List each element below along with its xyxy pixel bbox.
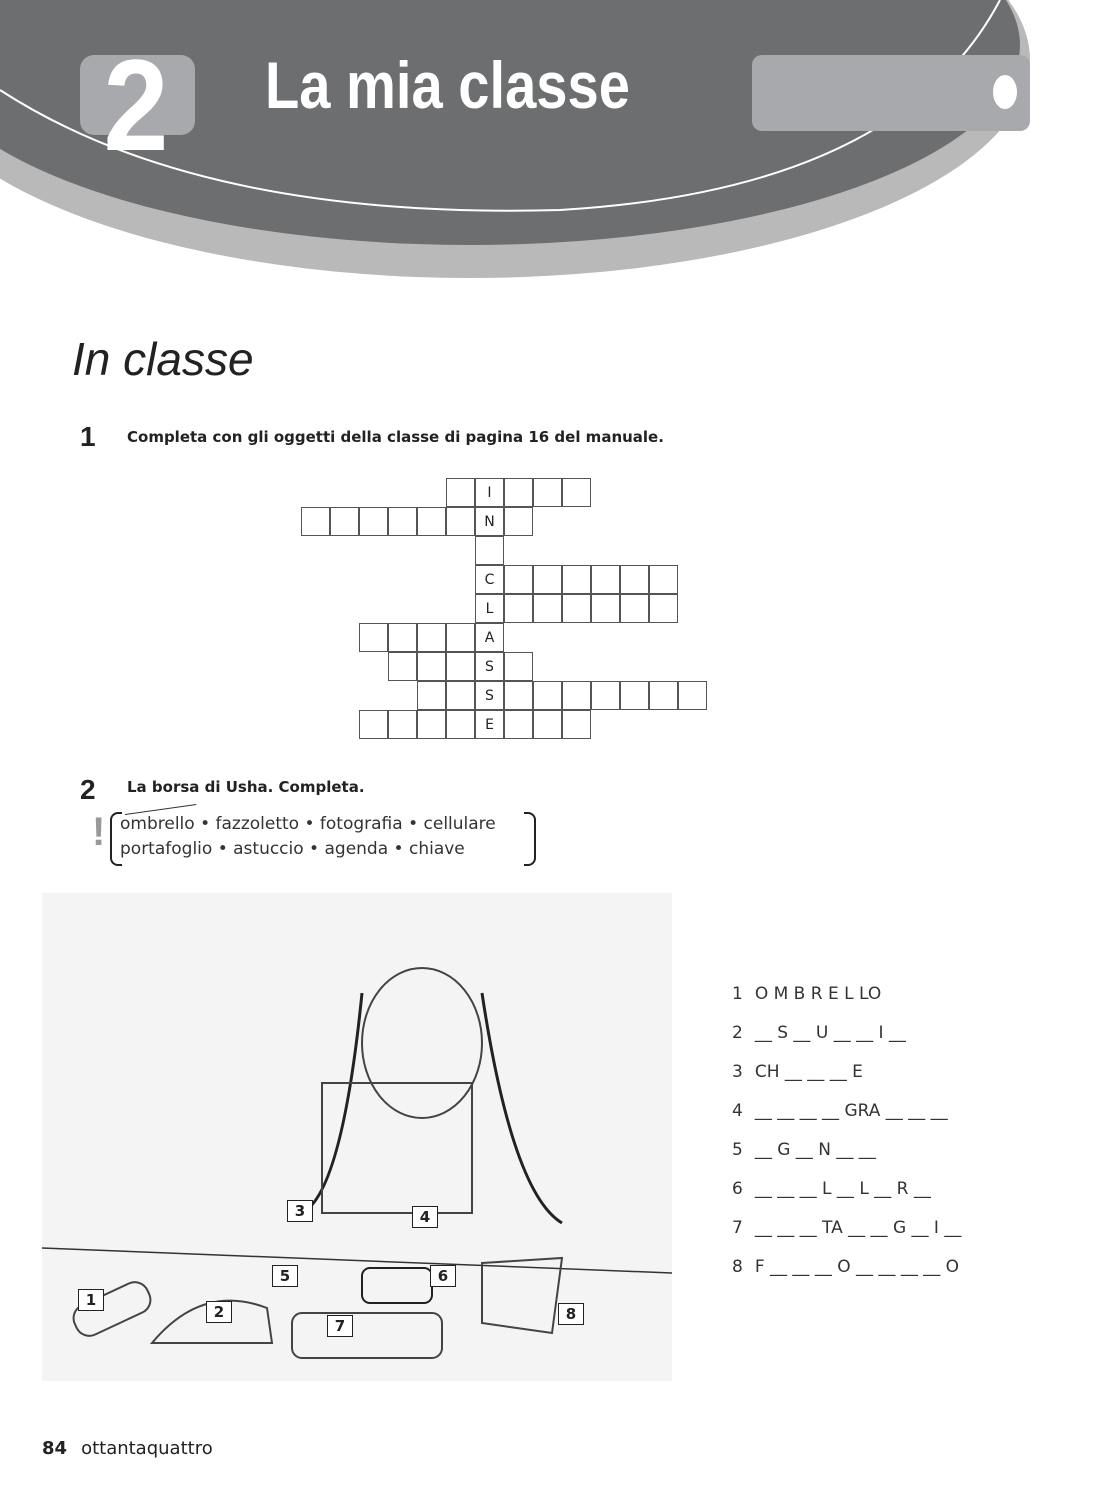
answer-blanks[interactable]: CH __ __ __ E [754,1062,863,1082]
bracket-left [110,812,122,866]
crossword-cell[interactable] [504,594,533,623]
crossword-cell[interactable] [417,507,446,536]
crossword-cell[interactable] [649,681,678,710]
exercise-1-number: 1 [80,421,96,452]
crossword-cell[interactable] [504,710,533,739]
exercise-2-number: 2 [80,774,96,805]
crossword-cell[interactable] [591,594,620,623]
page-footer [42,1438,213,1459]
answer-blanks[interactable]: __ __ __ TA __ __ G __ I __ [754,1218,962,1238]
crossword-cell[interactable] [620,565,649,594]
crossword-cell[interactable] [562,594,591,623]
answer-number: 7 [732,1218,743,1238]
answer-item [732,1140,876,1160]
answer-number: 4 [732,1101,743,1121]
answer-number: 5 [732,1140,743,1160]
crossword-cell[interactable] [504,681,533,710]
chapter-number: 2 [103,32,165,178]
label-3: 3 [287,1200,313,1222]
crossword-cell[interactable] [388,623,417,652]
crossword-cell[interactable] [649,594,678,623]
crossword-cell[interactable] [533,710,562,739]
chapter-header-banner [0,0,1100,290]
crossword-cell[interactable] [446,478,475,507]
crossword-key-cell[interactable]: C [475,565,504,594]
crossword-cell[interactable] [359,507,388,536]
answer-blanks[interactable]: O M B R E L LO [754,984,882,1004]
answer-item [732,1179,931,1199]
crossword-cell[interactable] [533,594,562,623]
crossword-cell[interactable] [417,710,446,739]
alert-icon: ! [92,810,106,854]
crossword-cell[interactable] [504,507,533,536]
crossword-cell[interactable] [330,507,359,536]
answer-blanks[interactable]: __ __ __ __ GRA __ __ __ [754,1101,948,1121]
answer-blanks[interactable]: __ __ __ L __ L __ R __ [754,1179,931,1199]
crossword-cell[interactable] [678,681,707,710]
answer-item [732,1101,948,1121]
chapter-title: La mia classe [265,48,630,122]
answer-blanks[interactable]: F __ __ __ O __ __ __ __ O [754,1257,960,1277]
crossword-cell[interactable] [446,681,475,710]
crossword-cell[interactable] [446,507,475,536]
crossword-key-cell[interactable]: E [475,710,504,739]
label-5: 5 [272,1265,298,1287]
answer-item [732,1257,959,1277]
crossword-cell[interactable] [417,681,446,710]
crossword-cell[interactable] [446,710,475,739]
crossword-key-cell[interactable]: L [475,594,504,623]
exercise-1-instruction: Completa con gli oggetti della classe di pagina 16 del manuale. [127,428,664,446]
crossword-cell[interactable] [649,565,678,594]
crossword-key-cell[interactable]: A [475,623,504,652]
crossword-cell[interactable] [562,565,591,594]
crossword-cell[interactable] [504,652,533,681]
answer-blanks[interactable]: __ S __ U __ __ I __ [754,1023,906,1043]
answer-number: 3 [732,1062,743,1082]
label-4: 4 [412,1206,438,1228]
crossword-cell[interactable] [504,478,533,507]
crossword-cell[interactable] [562,681,591,710]
crossword-cell[interactable] [562,710,591,739]
crossword-cell[interactable] [388,652,417,681]
answer-blanks[interactable]: __ G __ N __ __ [754,1140,876,1160]
crossword-cell[interactable] [533,565,562,594]
label-7: 7 [327,1315,353,1337]
label-1: 1 [78,1289,104,1311]
crossword-cell[interactable] [591,565,620,594]
crossword-cell[interactable] [359,623,388,652]
crossword-cell[interactable] [504,565,533,594]
section-title: In classe [72,333,254,385]
crossword-key-cell[interactable]: S [475,681,504,710]
answer-number: 1 [732,984,743,1004]
answer-number: 8 [732,1257,743,1277]
crossword-key-cell[interactable]: I [475,478,504,507]
crossword-cell[interactable] [388,507,417,536]
page-number: 84 [42,1438,68,1459]
crossword-cell[interactable] [562,478,591,507]
label-2: 2 [206,1301,232,1323]
answer-number: 6 [732,1179,743,1199]
crossword-cell[interactable] [446,623,475,652]
label-8: 8 [558,1303,584,1325]
crossword-key-cell[interactable] [475,536,504,565]
crossword-cell[interactable] [533,681,562,710]
answer-item [732,1062,863,1082]
crossword-key-cell[interactable]: N [475,507,504,536]
crossword-cell[interactable] [620,594,649,623]
crossword-cell[interactable] [446,652,475,681]
crossword-cell[interactable] [388,710,417,739]
crossword-cell[interactable] [417,623,446,652]
crossword-cell[interactable] [591,681,620,710]
word-bank-line-1: ombrello • fazzoletto • fotografia • cellulare [120,814,496,834]
answer-item [732,984,881,1004]
crossword-key-cell[interactable]: S [475,652,504,681]
word-bank-line-2: portafoglio • astuccio • agenda • chiave [120,839,465,859]
crossword-cell[interactable] [417,652,446,681]
exercise-2-instruction: La borsa di Usha. Completa. [127,778,365,796]
answer-item [732,1023,906,1043]
crossword-cell[interactable] [533,478,562,507]
crossword-cell[interactable] [301,507,330,536]
answer-number: 2 [732,1023,743,1043]
illustration-usha-bag [42,893,672,1381]
answer-item [732,1218,961,1238]
crossword-cell[interactable] [620,681,649,710]
label-6: 6 [430,1265,456,1287]
word-bank [112,812,532,864]
crossword-cell[interactable] [359,710,388,739]
bracket-right [524,812,536,866]
page-number-word: ottantaquattro [81,1438,213,1459]
